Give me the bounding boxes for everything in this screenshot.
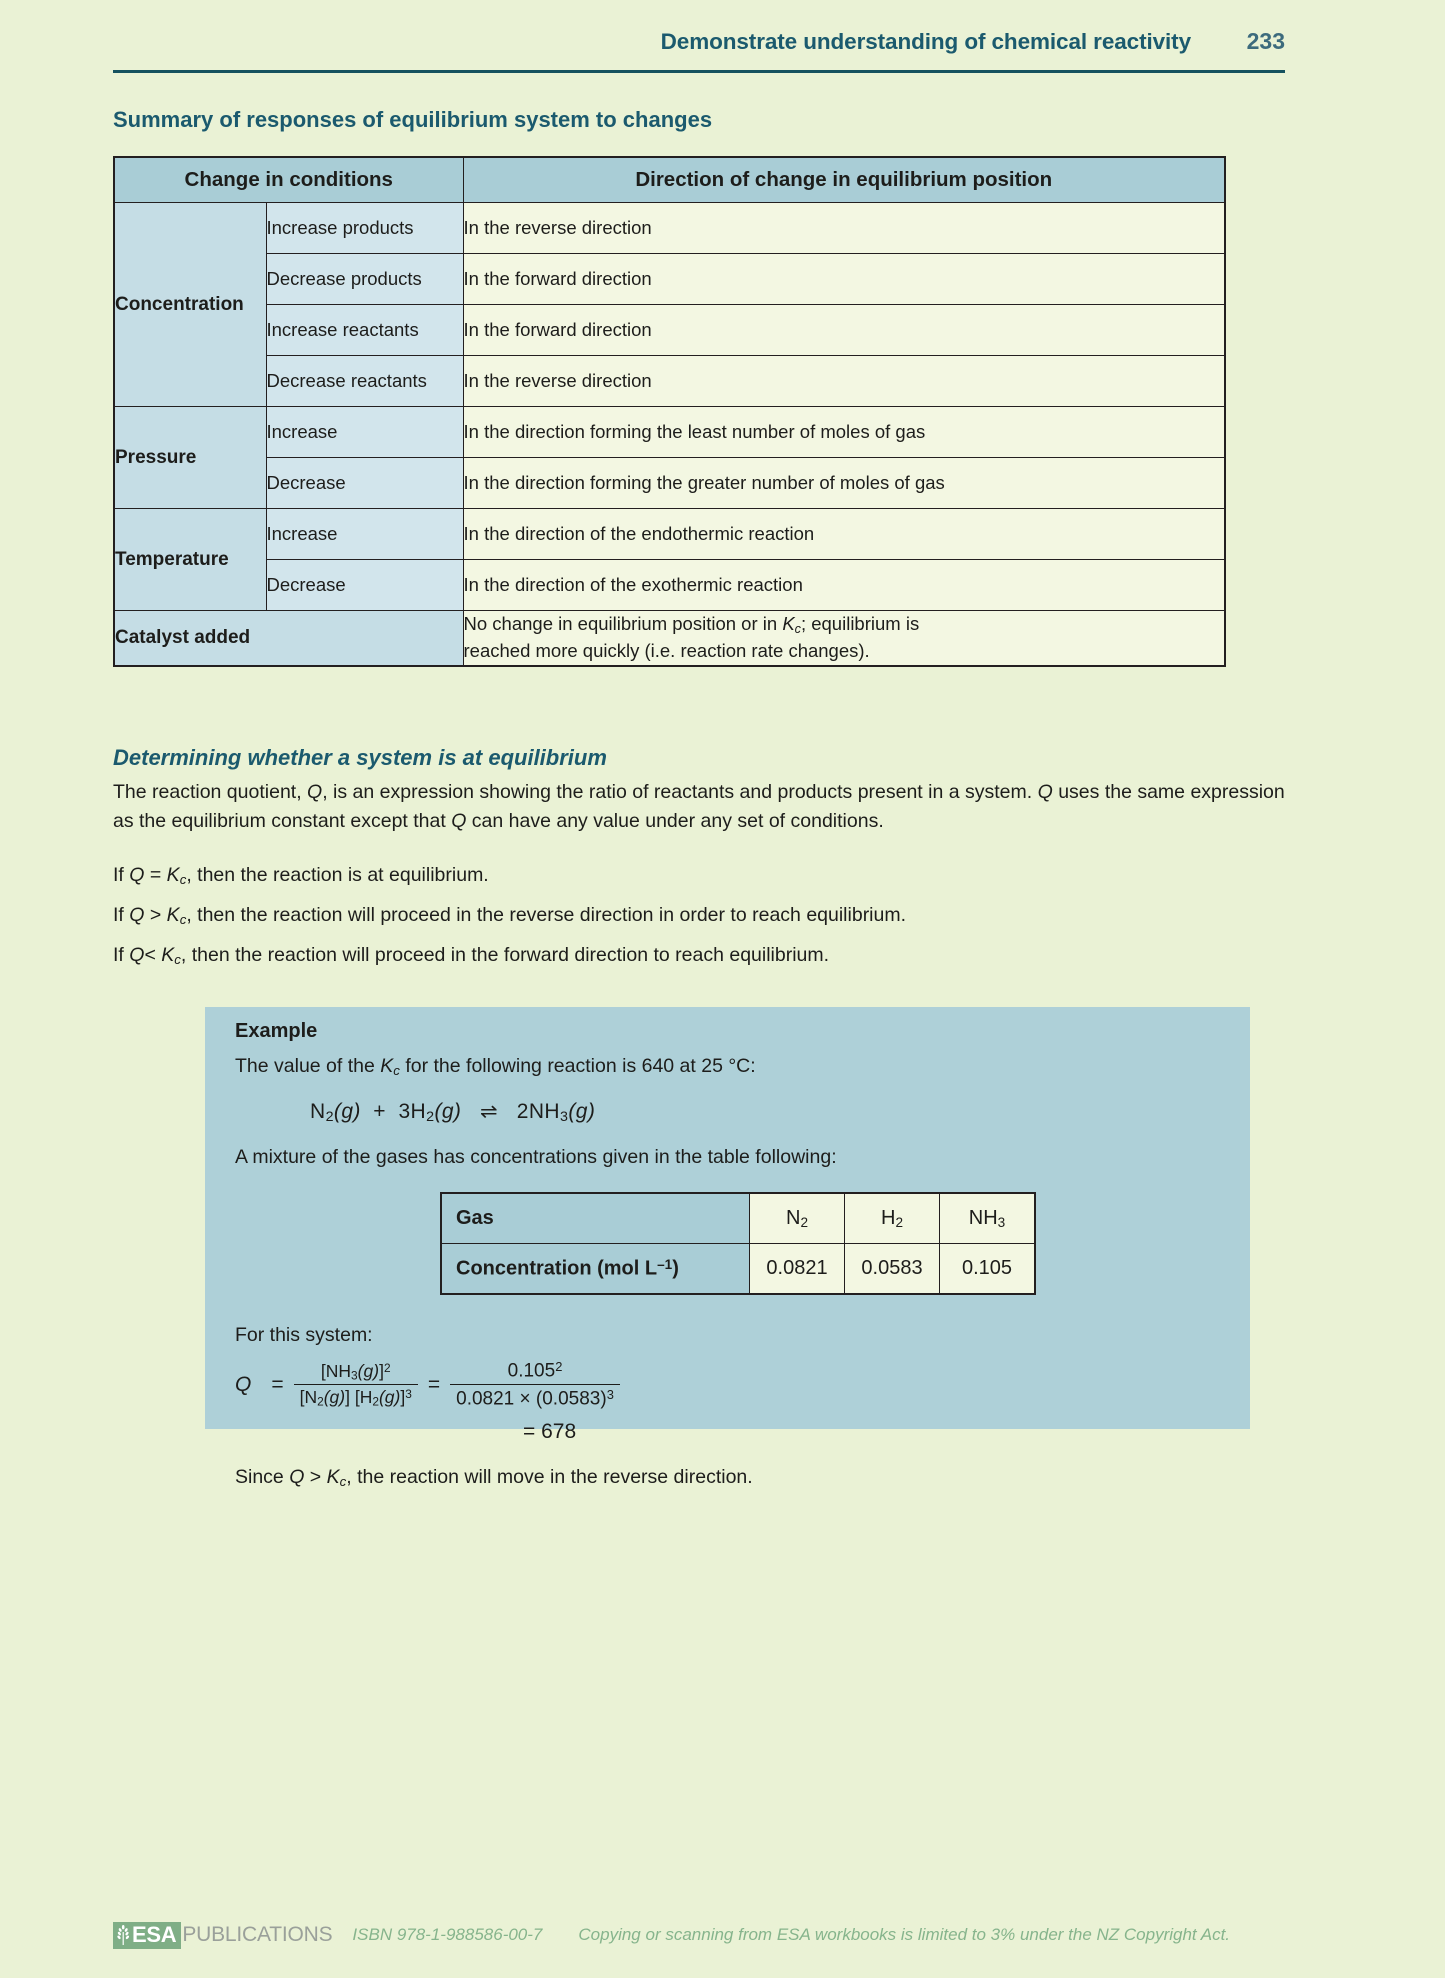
equals-sign: = bbox=[271, 1372, 284, 1396]
category-temperature: Temperature bbox=[114, 509, 266, 611]
table-header-row bbox=[114, 157, 1225, 203]
table-row bbox=[114, 203, 1225, 254]
k-symbol: K bbox=[166, 904, 180, 926]
concentration-row-label bbox=[441, 1244, 750, 1295]
fraction-numerator: 0.105$^2$ bbox=[507, 1359, 563, 1382]
table-row bbox=[114, 356, 1225, 407]
example-conclusion bbox=[235, 1466, 753, 1489]
gas-header-h2 bbox=[845, 1193, 940, 1244]
q-symbol: Q bbox=[289, 1466, 305, 1488]
column-header-direction: Direction of change in equilibrium position bbox=[463, 157, 1225, 203]
k-subscript: c bbox=[179, 871, 187, 887]
k-subscript: c bbox=[179, 911, 187, 927]
reactant-n2 bbox=[310, 1100, 361, 1126]
conclusion-prefix: Since bbox=[235, 1466, 290, 1488]
para-part-d: the same expression as the equilibrium constant except that bbox=[113, 781, 1285, 832]
q-expression bbox=[235, 1359, 620, 1411]
reactant-h2 bbox=[398, 1100, 462, 1126]
q-symbol: Q bbox=[235, 1372, 252, 1396]
direction-cell: In the reverse direction bbox=[463, 203, 1225, 254]
table-row bbox=[114, 560, 1225, 611]
conclusion-suffix: , the reaction will move in the reverse direction. bbox=[346, 1466, 753, 1488]
table-row bbox=[114, 305, 1225, 356]
k-subscript: c bbox=[174, 951, 181, 967]
change-cell: Increase reactants bbox=[266, 305, 463, 356]
h2-formula: H bbox=[410, 1100, 427, 1123]
category-concentration: Concentration bbox=[114, 203, 266, 407]
line-prefix: If bbox=[113, 904, 130, 926]
table-row-catalyst bbox=[114, 611, 1225, 666]
for-this-system-label: For this system: bbox=[235, 1324, 373, 1346]
k-symbol: K bbox=[161, 944, 175, 966]
q-symbol: Q bbox=[129, 864, 145, 886]
line-prefix: If bbox=[113, 944, 130, 966]
nh3-subscript: 3 bbox=[560, 1109, 569, 1126]
equals-sign: = bbox=[427, 1372, 441, 1396]
concentration-nh3: 0.105 bbox=[940, 1244, 1036, 1295]
gas-header-n2 bbox=[750, 1193, 845, 1244]
n2-state: (g) bbox=[333, 1100, 361, 1123]
esa-logo-text: ESA bbox=[132, 1922, 177, 1947]
copyright-note: Copying or scanning from ESA workbooks is limited to 3% under the NZ Copyright Act. bbox=[578, 1925, 1231, 1944]
q-symbol: Q bbox=[1037, 781, 1053, 803]
fraction-denominator: $0.0821 \times (0.0583)^3$ bbox=[450, 1384, 620, 1410]
line-suffix: , then the reaction is at equilibrium. bbox=[186, 864, 489, 886]
gas-sub: 2 bbox=[800, 1214, 808, 1230]
chemical-equation bbox=[310, 1099, 595, 1125]
gas-table-header-row bbox=[441, 1193, 1035, 1244]
example-table-intro: A mixture of the gases has concentrations given in the table following: bbox=[235, 1146, 837, 1168]
line-suffix: , then the reaction will proceed in the forward direction to reach equilibrium. bbox=[180, 944, 830, 966]
q-symbol: Q bbox=[129, 904, 145, 926]
gas-table-value-row bbox=[441, 1244, 1035, 1295]
gas-sub: 3 bbox=[997, 1214, 1006, 1230]
para-part-a: The reaction quotient, bbox=[113, 781, 308, 803]
line-operator: = bbox=[144, 864, 167, 886]
direction-cell: In the direction of the endothermic reaction bbox=[463, 509, 1225, 560]
condition-line-equal bbox=[113, 861, 1293, 890]
q-result: = 678 bbox=[523, 1420, 577, 1443]
q-symbol: Q bbox=[129, 944, 145, 966]
product-nh3 bbox=[516, 1100, 596, 1126]
publications-text: PUBLICATIONS bbox=[182, 1923, 333, 1946]
direction-cell: In the direction of the exothermic reaction bbox=[463, 560, 1225, 611]
q-symbol: Q bbox=[451, 809, 467, 832]
gas-base: H bbox=[880, 1207, 896, 1229]
gas-base: N bbox=[785, 1207, 801, 1229]
change-cell: Increase products bbox=[266, 203, 463, 254]
column-header-change: Change in conditions bbox=[114, 157, 463, 203]
change-cell: Decrease products bbox=[266, 254, 463, 305]
nh3-formula: NH bbox=[528, 1100, 560, 1123]
gas-concentration-table bbox=[440, 1192, 1036, 1295]
concentration-n2: 0.0821 bbox=[750, 1244, 845, 1295]
page-title: Demonstrate understanding of chemical reactivity bbox=[660, 29, 1191, 54]
catalyst-text-part-a: No change in equilibrium position or in bbox=[463, 613, 783, 634]
intro-part-b: for the following reaction is 640 at 25 °C: bbox=[399, 1055, 756, 1077]
direction-cell: In the direction forming the least number of moles of gas bbox=[463, 407, 1225, 458]
direction-cell: In the reverse direction bbox=[463, 356, 1225, 407]
esa-logo bbox=[113, 1922, 181, 1949]
header-divider bbox=[113, 70, 1285, 73]
direction-cell: In the forward direction bbox=[463, 254, 1225, 305]
n2-formula: N bbox=[310, 1100, 326, 1123]
page-number: 233 bbox=[1246, 28, 1285, 54]
fraction-numeric bbox=[450, 1359, 620, 1411]
conclusion-operator: > bbox=[304, 1466, 327, 1488]
kc-subscript: c bbox=[794, 621, 801, 636]
fraction-denominator: $[N_2(g)]$ $[H_2(g)]^3$ bbox=[294, 1384, 418, 1409]
change-cell: Decrease bbox=[266, 458, 463, 509]
example-box bbox=[205, 1007, 1250, 1489]
q-symbol: Q bbox=[307, 781, 323, 803]
h2-state: (g) bbox=[434, 1100, 462, 1123]
example-intro bbox=[235, 1055, 756, 1078]
table-row bbox=[114, 509, 1225, 560]
direction-cell: In the forward direction bbox=[463, 305, 1225, 356]
wheat-icon bbox=[116, 1925, 131, 1946]
condition-line-greater bbox=[113, 901, 1293, 930]
conc-label-end: ) bbox=[672, 1257, 679, 1280]
n2-subscript: 2 bbox=[325, 1109, 334, 1126]
paragraph-reaction-quotient bbox=[113, 778, 1293, 835]
page-footer bbox=[113, 1920, 1230, 1950]
condition-line-less bbox=[113, 941, 1293, 970]
gas-sub: 2 bbox=[895, 1214, 903, 1230]
conc-label-base: Concentration (mol L bbox=[456, 1257, 658, 1280]
kc-symbol: K bbox=[782, 613, 795, 634]
nh3-coefficient: 2 bbox=[516, 1100, 529, 1123]
line-operator: > bbox=[144, 904, 167, 926]
change-cell: Decrease bbox=[266, 560, 463, 611]
k-subscript: c bbox=[339, 1473, 347, 1489]
conc-label-sup: –1 bbox=[657, 1256, 673, 1272]
gas-header-nh3 bbox=[940, 1193, 1036, 1244]
category-pressure: Pressure bbox=[114, 407, 266, 509]
line-suffix: , then the reaction will proceed in the reverse direction in order to reach equilibrium. bbox=[186, 904, 907, 926]
section-heading: Summary of responses of equilibrium system to changes bbox=[113, 107, 713, 132]
nh3-state: (g) bbox=[568, 1100, 596, 1123]
k-subscript: c bbox=[393, 1062, 400, 1078]
change-cell: Increase bbox=[266, 407, 463, 458]
concentration-h2: 0.0583 bbox=[845, 1244, 940, 1295]
k-symbol: K bbox=[166, 864, 180, 886]
catalyst-text-part-b: ; equilibrium is bbox=[800, 613, 920, 634]
table-row bbox=[114, 254, 1225, 305]
catalyst-text-line2: reached more quickly (i.e. reaction rate changes). bbox=[463, 640, 870, 661]
k-symbol: K bbox=[380, 1055, 394, 1077]
example-title: Example bbox=[235, 1020, 318, 1042]
summary-table bbox=[113, 156, 1226, 667]
k-symbol: K bbox=[326, 1466, 340, 1488]
gas-base: NH bbox=[968, 1207, 998, 1229]
plus-sign: + bbox=[373, 1100, 386, 1123]
page-header bbox=[113, 28, 1285, 55]
fraction-symbolic bbox=[294, 1361, 418, 1409]
h2-subscript: 2 bbox=[426, 1109, 435, 1126]
para-part-b: , is an expression showing the ratio of reactants and products present in a system. bbox=[322, 781, 1038, 803]
h2-coefficient: 3 bbox=[398, 1100, 411, 1123]
sub-heading-determining: Determining whether a system is at equilibrium bbox=[113, 745, 607, 770]
intro-part-a: The value of the bbox=[235, 1055, 381, 1077]
table-row bbox=[114, 458, 1225, 509]
para-part-c: uses bbox=[1052, 781, 1100, 803]
gas-row-label: Gas bbox=[441, 1193, 750, 1244]
change-cell: Decrease reactants bbox=[266, 356, 463, 407]
direction-cell: In the direction forming the greater number of moles of gas bbox=[463, 458, 1225, 509]
catalyst-description bbox=[463, 611, 1225, 666]
line-operator: < bbox=[144, 944, 162, 966]
table-row bbox=[114, 407, 1225, 458]
line-prefix: If bbox=[113, 864, 130, 886]
para-part-e: can have any value under any set of conditions. bbox=[466, 809, 884, 832]
isbn-text: ISBN 978-1-988586-00-7 bbox=[352, 1925, 543, 1944]
change-cell: Increase bbox=[266, 509, 463, 560]
equilibrium-arrow-icon: ⇌ bbox=[480, 1100, 499, 1123]
fraction-numerator: $[NH_3(g)]^2$ bbox=[320, 1360, 391, 1383]
category-catalyst: Catalyst added bbox=[114, 611, 463, 666]
